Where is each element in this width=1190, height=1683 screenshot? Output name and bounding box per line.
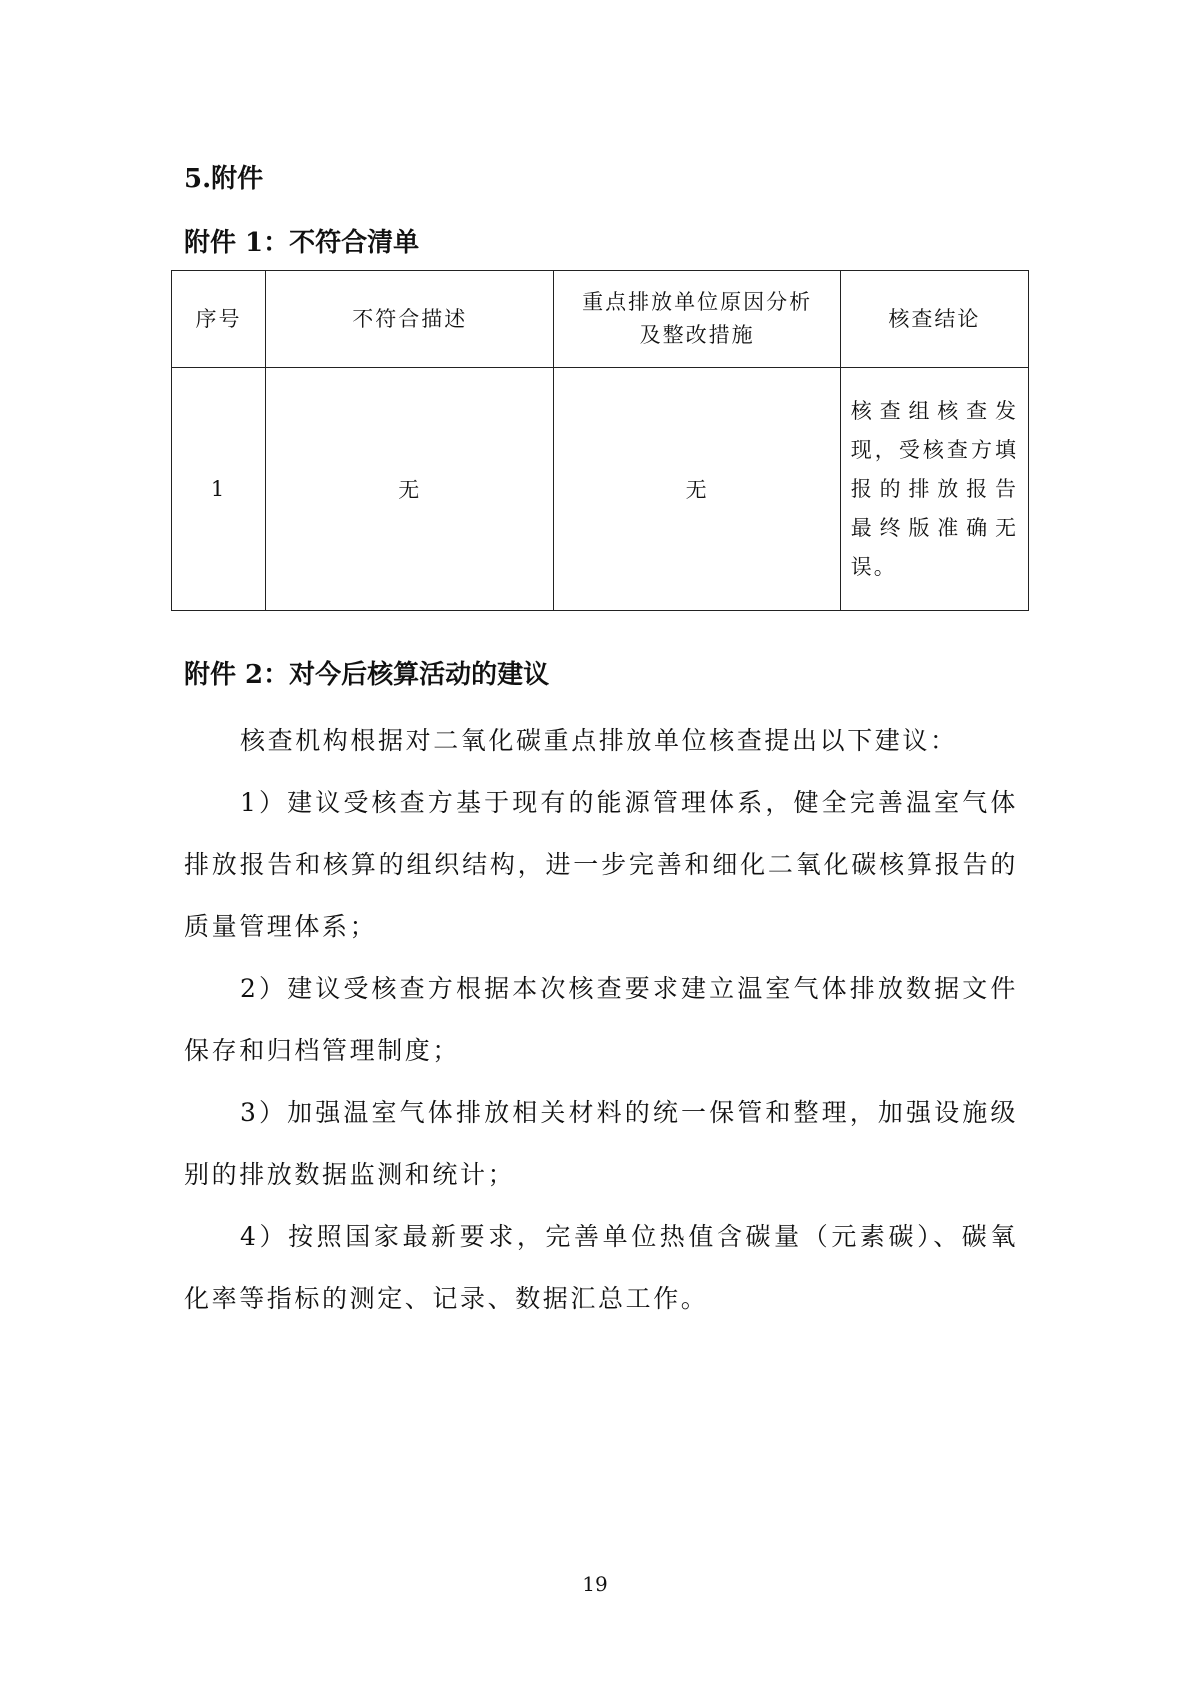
intro-paragraph: 核查机构根据对二氧化碳重点排放单位核查提出以下建议： (240, 726, 958, 755)
cell-description: 无 (266, 368, 554, 611)
page-number: 19 (582, 1572, 608, 1596)
section-title: 5.附件 (184, 164, 264, 194)
header-no: 序号 (172, 271, 266, 368)
header-conclusion: 核查结论 (840, 271, 1028, 368)
table-header-row (172, 271, 1029, 368)
suggestion-paragraph-4: 4）按照国家最新要求，完善单位热值含碳量（元素碳）、碳氧化率等指标的测定、记录、数据汇总工作。 (184, 1222, 1018, 1313)
attachment2-title: 附件 2：对今后核算活动的建议 (184, 660, 550, 690)
conclusion-line: 报的排放报告 (850, 476, 1018, 501)
cell-analysis: 无 (554, 368, 840, 611)
header-analysis-line1: 重点排放单位原因分析 (582, 290, 813, 314)
suggestion-paragraph-1: 1）建议受核查方基于现有的能源管理体系，健全完善温室气体排放报告和核算的组织结构，进一步完善和细化二氧化碳核算报告的质量管理体系； (184, 788, 1018, 941)
conclusion-line: 最终版准确无 (850, 515, 1018, 540)
header-description: 不符合描述 (266, 271, 554, 368)
header-analysis-line2: 及整改措施 (639, 323, 755, 347)
suggestion-paragraph-2: 2）建议受核查方根据本次核查要求建立温室气体排放数据文件保存和归档管理制度； (184, 974, 1018, 1065)
table-row (172, 368, 1029, 611)
attachment1-title: 附件 1：不符合清单 (184, 228, 420, 258)
conclusion-line: 现，受核查方填 (850, 437, 1018, 462)
cell-conclusion (840, 368, 1028, 611)
cell-no: 1 (172, 368, 266, 611)
nonconformity-table (171, 270, 1029, 611)
conclusion-line: 误。 (850, 554, 897, 579)
conclusion-line: 核查组核查发 (850, 398, 1018, 423)
suggestion-paragraph-3: 3）加强温室气体排放相关材料的统一保管和整理，加强设施级别的排放数据监测和统计； (184, 1098, 1018, 1189)
header-analysis (554, 271, 840, 368)
